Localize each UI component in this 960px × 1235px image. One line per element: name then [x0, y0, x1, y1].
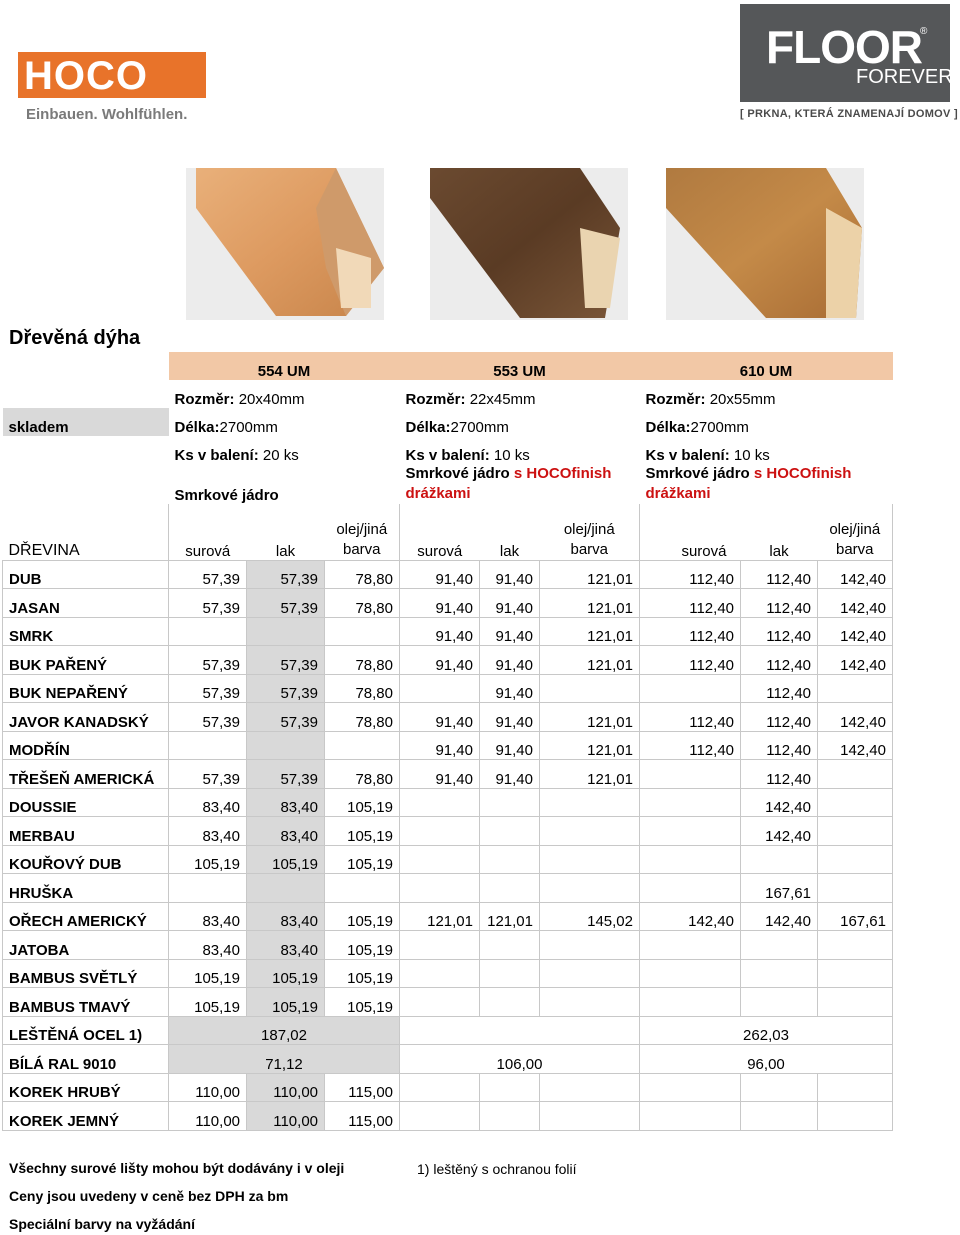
col-oil-l2: barva [835, 540, 874, 558]
price-cell: 105,19 [169, 959, 247, 988]
price-cell [818, 788, 893, 817]
core-extra-line2: drážkami [405, 485, 471, 502]
pack-553 [400, 436, 640, 464]
table-row [3, 988, 893, 1017]
price-cell: 78,80 [325, 703, 400, 732]
wood-header: DŘEVINA [8, 541, 80, 559]
length-value: 2700mm [219, 419, 278, 436]
price-cell [540, 959, 640, 988]
price-cell: 115,00 [325, 1102, 400, 1131]
floor-forever-logo [740, 4, 958, 128]
wood-name: KOREK HRUBÝ [3, 1073, 169, 1102]
price-cell [480, 817, 540, 846]
core-extra-line2: drážkami [645, 485, 711, 502]
floor-logo-forever: FOREVER [856, 66, 953, 88]
wood-name: HRUŠKA [3, 874, 169, 903]
price-cell [540, 845, 640, 874]
price-cell: 167,61 [741, 874, 818, 903]
price-cell [640, 931, 741, 960]
length-value: 2700mm [450, 419, 509, 436]
price-cell: 112,40 [741, 674, 818, 703]
price-cell [818, 845, 893, 874]
wood-name: JASAN [3, 589, 169, 618]
table-row [3, 646, 893, 675]
length-553 [400, 408, 640, 436]
price-cell: 142,40 [818, 646, 893, 675]
price-cell: 91,40 [400, 589, 480, 618]
price-cell [325, 731, 400, 760]
size-value: 20x40mm [238, 391, 305, 408]
product-code-553: 553 UM [400, 352, 640, 380]
core-610 [640, 464, 893, 504]
price-cell: 110,00 [169, 1073, 247, 1102]
price-cell: 57,39 [247, 560, 325, 589]
price-cell [540, 931, 640, 960]
price-cell: 110,00 [169, 1102, 247, 1131]
price-cell [247, 874, 325, 903]
wood-name: MODŘÍN [3, 731, 169, 760]
price-cell: 78,80 [325, 560, 400, 589]
price-cell [818, 760, 893, 789]
blank-cell [3, 352, 169, 380]
price-cell: 112,40 [741, 617, 818, 646]
size-label: Rozměr: [645, 391, 706, 408]
wood-name: TŘEŠEŇ AMERICKÁ [3, 760, 169, 789]
product-code-554: 554 UM [169, 352, 400, 380]
price-cell: 91,40 [480, 589, 540, 618]
price-cell: 78,80 [325, 760, 400, 789]
wood-name: BÍLÁ RAL 9010 [3, 1045, 169, 1074]
price-cell: 110,00 [247, 1073, 325, 1102]
price-cell: 91,40 [480, 731, 540, 760]
price-cell: 57,39 [169, 646, 247, 675]
price-cell [400, 845, 480, 874]
price-cell [400, 874, 480, 903]
price-cell: 57,39 [169, 760, 247, 789]
price-cell [640, 1102, 741, 1131]
wood-name: JATOBA [3, 931, 169, 960]
price-cell [480, 988, 540, 1017]
price-cell: 106,00 [400, 1045, 640, 1074]
table-row [3, 817, 893, 846]
price-cell [818, 959, 893, 988]
price-cell: 91,40 [400, 760, 480, 789]
price-cell: 145,02 [540, 902, 640, 931]
price-cell [540, 874, 640, 903]
price-cell: 83,40 [169, 931, 247, 960]
wood-name: KOREK JEMNÝ [3, 1102, 169, 1131]
col-lacquer: lak [499, 542, 520, 560]
price-cell: 78,80 [325, 589, 400, 618]
price-cell: 142,40 [818, 731, 893, 760]
table-row [3, 560, 893, 589]
price-cell: 91,40 [400, 703, 480, 732]
core-text: Smrkové jádro [405, 465, 510, 482]
price-cell [818, 674, 893, 703]
page-title: Dřevěná dýha [9, 327, 141, 349]
price-cell: 112,40 [741, 560, 818, 589]
price-cell [640, 817, 741, 846]
pack-label: Ks v balení: [405, 447, 490, 464]
price-cell [480, 1073, 540, 1102]
price-cell: 83,40 [247, 931, 325, 960]
wood-name: BUK NEPAŘENÝ [3, 674, 169, 703]
table-row [3, 902, 893, 931]
footer-note-vat: Ceny jsou uvedeny v ceně bez DPH za bm [9, 1188, 289, 1204]
table-row [3, 589, 893, 618]
pack-label: Ks v balení: [174, 447, 259, 464]
table-row [3, 788, 893, 817]
col-oil [325, 504, 400, 560]
blank-cell [3, 380, 169, 408]
price-cell: 112,40 [741, 703, 818, 732]
col-lacquer: lak [769, 542, 789, 560]
price-cell: 105,19 [325, 845, 400, 874]
footnote-polished: 1) leštěný s ochranou folií [417, 1161, 577, 1177]
price-cell: 105,19 [325, 902, 400, 931]
length-554 [169, 408, 400, 436]
price-cell: 121,01 [540, 589, 640, 618]
price-table [2, 352, 893, 1131]
price-cell: 112,40 [741, 760, 818, 789]
price-cell: 91,40 [480, 703, 540, 732]
price-cell: 57,39 [169, 703, 247, 732]
length-value: 2700mm [690, 419, 749, 436]
price-cell: 57,39 [169, 560, 247, 589]
size-value: 20x55mm [709, 391, 776, 408]
price-cell: 112,40 [741, 646, 818, 675]
core-text: Smrkové jádro [645, 465, 750, 482]
price-cell: 112,40 [741, 589, 818, 618]
price-cell: 112,40 [640, 646, 741, 675]
table-row [3, 731, 893, 760]
price-cell: 105,19 [169, 988, 247, 1017]
price-cell: 142,40 [640, 902, 741, 931]
col-oil-l1: olej/jiná [336, 520, 388, 538]
col-raw: surová [681, 542, 727, 560]
size-554 [169, 380, 400, 408]
price-cell [400, 988, 480, 1017]
size-label: Rozměr: [174, 391, 235, 408]
wood-name: MERBAU [3, 817, 169, 846]
table-row [3, 703, 893, 732]
price-cell: 142,40 [741, 902, 818, 931]
floor-tagline: [ PRKNA, KTERÁ ZNAMENAJÍ DOMOV ] [740, 108, 958, 120]
col-oil-l2: barva [342, 540, 381, 558]
price-cell: 91,40 [480, 674, 540, 703]
price-cell [400, 1016, 640, 1045]
price-cell [480, 874, 540, 903]
price-cell: 91,40 [400, 731, 480, 760]
price-cell [818, 1073, 893, 1102]
price-cell: 91,40 [480, 560, 540, 589]
price-cell: 142,40 [741, 788, 818, 817]
price-cell [540, 817, 640, 846]
table-row [3, 760, 893, 789]
wood-name: BAMBUS TMAVÝ [3, 988, 169, 1017]
price-cell: 78,80 [325, 674, 400, 703]
price-cell: 71,12 [169, 1045, 400, 1074]
wood-name: BUK PAŘENÝ [3, 646, 169, 675]
pack-label: Ks v balení: [645, 447, 730, 464]
price-cell: 105,19 [325, 988, 400, 1017]
price-cell: 142,40 [818, 703, 893, 732]
price-cell: 121,01 [540, 760, 640, 789]
price-cell: 83,40 [169, 902, 247, 931]
price-cell [540, 788, 640, 817]
price-cell [400, 788, 480, 817]
price-cell: 57,39 [247, 674, 325, 703]
footer-note-oil: Všechny surové lišty mohou být dodávány i v oleji [9, 1160, 345, 1176]
col-oil-l2: barva [570, 540, 609, 558]
price-cell [325, 874, 400, 903]
hoco-logo-word: HOCO [24, 54, 148, 98]
price-cell: 142,40 [818, 560, 893, 589]
price-cell [818, 931, 893, 960]
table-row [3, 617, 893, 646]
price-cell [640, 874, 741, 903]
wood-name: LEŠTĚNÁ OCEL 1) [3, 1016, 169, 1045]
price-cell [247, 731, 325, 760]
pack-554 [169, 436, 400, 464]
price-cell: 121,01 [540, 560, 640, 589]
wood-name: SMRK [3, 617, 169, 646]
price-cell: 96,00 [640, 1045, 893, 1074]
price-cell: 262,03 [640, 1016, 893, 1045]
length-610 [640, 408, 893, 436]
price-cell: 83,40 [169, 788, 247, 817]
price-cell: 83,40 [247, 902, 325, 931]
price-cell: 57,39 [169, 589, 247, 618]
price-cell: 121,01 [480, 902, 540, 931]
price-cell: 121,01 [540, 731, 640, 760]
price-cell: 121,01 [540, 646, 640, 675]
pack-value: 10 ks [493, 447, 530, 464]
blank-cell [3, 464, 169, 504]
price-cell: 91,40 [400, 560, 480, 589]
table-row [3, 845, 893, 874]
wood-name: DOUSSIE [3, 788, 169, 817]
core-553 [400, 464, 640, 504]
price-cell: 105,19 [325, 788, 400, 817]
size-label: Rozměr: [405, 391, 466, 408]
table-row [3, 874, 893, 903]
price-cell: 112,40 [640, 589, 741, 618]
wood-name: DUB [3, 560, 169, 589]
price-cell: 91,40 [480, 617, 540, 646]
price-cell: 57,39 [247, 703, 325, 732]
price-cell: 91,40 [480, 646, 540, 675]
core-extra: s HOCOfinish [753, 465, 852, 482]
hoco-slogan: Einbauen. Wohlfühlen. [26, 106, 188, 123]
price-cell [640, 988, 741, 1017]
price-cell: 91,40 [400, 646, 480, 675]
price-cell [640, 760, 741, 789]
price-cell: 91,40 [480, 760, 540, 789]
price-cell [400, 1102, 480, 1131]
price-cell [818, 1102, 893, 1131]
table-row [3, 1016, 893, 1045]
price-cell: 112,40 [741, 731, 818, 760]
price-cell: 142,40 [818, 617, 893, 646]
core-554: Smrkové jádro [174, 487, 279, 504]
price-cell [480, 931, 540, 960]
price-cell: 187,02 [169, 1016, 400, 1045]
core-extra: s HOCOfinish [513, 465, 612, 482]
pack-value: 20 ks [262, 447, 299, 464]
col-oil [540, 504, 640, 560]
length-label: Délka: [174, 419, 220, 436]
wood-name: JAVOR KANADSKÝ [3, 703, 169, 732]
price-cell: 105,19 [247, 959, 325, 988]
price-cell: 57,39 [247, 760, 325, 789]
price-cell [400, 931, 480, 960]
price-cell: 110,00 [247, 1102, 325, 1131]
price-cell: 105,19 [325, 817, 400, 846]
col-raw: surová [417, 542, 463, 560]
price-cell [400, 1073, 480, 1102]
product-image-610 [666, 168, 864, 320]
price-cell [400, 959, 480, 988]
size-610 [640, 380, 893, 408]
price-cell: 121,01 [540, 617, 640, 646]
product-code-610: 610 UM [640, 352, 893, 380]
price-cell [540, 1073, 640, 1102]
table-row [3, 931, 893, 960]
price-cell [480, 1102, 540, 1131]
floor-logo-word: FLOOR [766, 21, 922, 73]
price-cell: 121,01 [400, 902, 480, 931]
price-cell [540, 988, 640, 1017]
price-cell [640, 845, 741, 874]
price-cell [818, 817, 893, 846]
price-cell: 83,40 [169, 817, 247, 846]
price-cell: 91,40 [400, 617, 480, 646]
table-row [3, 1045, 893, 1074]
price-cell: 167,61 [818, 902, 893, 931]
size-value: 22x45mm [469, 391, 536, 408]
price-cell [480, 959, 540, 988]
price-cell [400, 674, 480, 703]
price-cell [741, 931, 818, 960]
table-row [3, 674, 893, 703]
price-cell: 57,39 [247, 589, 325, 618]
stock-label: skladem [3, 408, 169, 436]
col-oil [818, 504, 893, 560]
product-image-553 [430, 168, 628, 320]
price-cell [818, 988, 893, 1017]
price-cell [325, 617, 400, 646]
col-oil-l1: olej/jiná [829, 520, 881, 538]
price-cell: 112,40 [640, 617, 741, 646]
col-lacquer: lak [275, 542, 296, 560]
price-cell: 142,40 [741, 817, 818, 846]
wood-name: OŘECH AMERICKÝ [3, 902, 169, 931]
price-cell: 105,19 [247, 988, 325, 1017]
footer-note-special: Speciální barvy na vyžádání [9, 1216, 195, 1232]
table-row [3, 1102, 893, 1131]
price-cell [169, 617, 247, 646]
price-cell: 83,40 [247, 817, 325, 846]
price-cell [741, 959, 818, 988]
price-cell: 105,19 [247, 845, 325, 874]
price-cell [480, 845, 540, 874]
price-cell: 112,40 [640, 560, 741, 589]
price-cell: 112,40 [640, 731, 741, 760]
price-cell: 112,40 [640, 703, 741, 732]
price-cell [169, 874, 247, 903]
price-cell: 57,39 [169, 674, 247, 703]
price-cell: 57,39 [247, 646, 325, 675]
col-oil-l1: olej/jiná [563, 520, 615, 538]
price-cell [741, 845, 818, 874]
price-cell: 105,19 [325, 931, 400, 960]
table-row [3, 959, 893, 988]
price-cell: 115,00 [325, 1073, 400, 1102]
price-cell [741, 1102, 818, 1131]
hoco-logo [18, 52, 208, 124]
price-cell [247, 617, 325, 646]
price-cell: 121,01 [540, 703, 640, 732]
price-cell [818, 874, 893, 903]
price-cell [741, 988, 818, 1017]
col-raw: surová [169, 504, 247, 560]
price-cell [640, 788, 741, 817]
price-cell [640, 959, 741, 988]
table-row [3, 1073, 893, 1102]
price-cell [640, 1073, 741, 1102]
price-cell [400, 817, 480, 846]
pack-value: 10 ks [733, 447, 770, 464]
length-label: Délka: [405, 419, 451, 436]
price-cell: 105,19 [169, 845, 247, 874]
price-cell [540, 1102, 640, 1131]
price-cell: 78,80 [325, 646, 400, 675]
size-553 [400, 380, 640, 408]
price-cell: 105,19 [325, 959, 400, 988]
length-label: Délka: [645, 419, 691, 436]
pack-610 [640, 436, 893, 464]
price-cell [169, 731, 247, 760]
price-cell [540, 674, 640, 703]
price-cell [480, 788, 540, 817]
registered-mark: ® [920, 26, 928, 37]
price-cell: 83,40 [247, 788, 325, 817]
wood-name: BAMBUS SVĚTLÝ [3, 959, 169, 988]
wood-name: KOUŘOVÝ DUB [3, 845, 169, 874]
price-cell [741, 1073, 818, 1102]
price-cell [640, 674, 741, 703]
blank-cell [3, 436, 169, 464]
product-image-554 [186, 168, 384, 320]
price-cell: 142,40 [818, 589, 893, 618]
